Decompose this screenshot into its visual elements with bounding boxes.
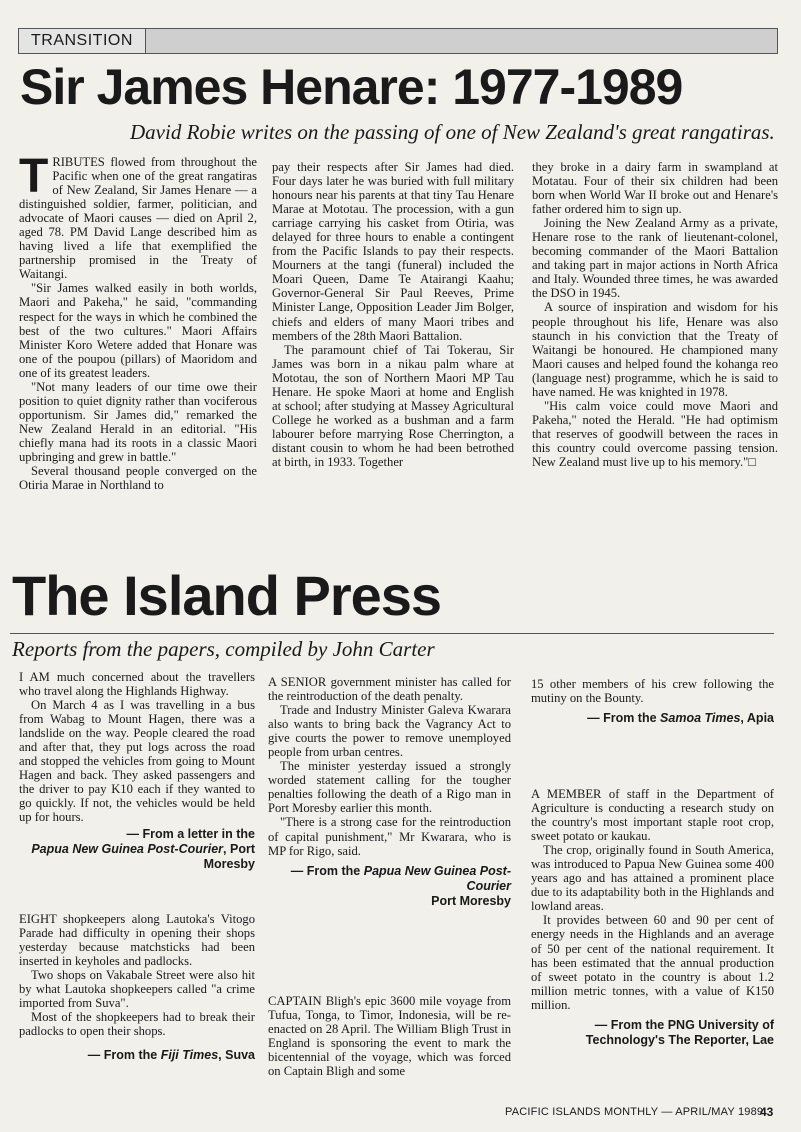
article-paragraph: they broke in a dairy farm in swampland at Motatau. Four of their six children had been born when World War II broke out and Henare's father ordered him to sign up. [532,160,778,217]
press-item-bounty [531,677,774,726]
article-paragraph: "Sir James walked easily in both worlds, Maori and Pakeha," he said, "commanding respect for the ways in which he combined the best of the two cultures." Maori Affairs Minister Koro Wetere added that Honare was one of the poupou (pillars) of Maoridom and one of its greatest leaders. [19,281,257,380]
press-paragraph: EIGHT shopkeepers along Lautoka's Vitogo Parade had difficulty in opening their shops yesterday because matchsticks had been inserted in keyholes and padlocks. [19,912,255,969]
section-standfirst: Reports from the papers, compiled by John Carter [12,637,435,661]
article-paragraph: "Not many leaders of our time owe their position to quiet dignity rather than vociferous opportunism. Sir James did," remarked the New Zealand Herald in an editorial. "His chiefly mana had its roots in a classic Maori upbringing and grew in battle." [19,379,257,464]
press-item-highlands [19,670,255,872]
press-paragraph: Most of the shopkeepers had to break their padlocks to open their shops. [19,1010,255,1039]
press-paragraph: CAPTAIN Bligh's epic 3600 mile voyage from Tufua, Tonga, to Timor, Indonesia, will be re-enacted on 28 April. The William Bligh Trust in England is sponsoring the event to mark the bicentennial of the voyage, which was forced on Captain Bligh and some [268,994,511,1079]
press-paragraph: The minister yesterday issued a strongly worded statement calling for the tougher penalties following the death of a Rigo man in Port Moresby earlier this month. [268,759,511,816]
press-paragraph: 15 other members of his crew following the mutiny on the Bounty. [531,677,774,706]
press-paragraph: Trade and Industry Minister Galeva Kwarara also wants to bring back the Vagrancy Act to give courts the power to remove unemployed people from urban centres. [268,703,511,760]
press-item-death-penalty [268,675,511,909]
press-credit: — From the Samoa Times, Apia [587,711,774,726]
press-credit: — From the Fiji Times, Suva [87,1048,255,1063]
press-credit: — From the PNG University of Technology's The Reporter, Lae [585,1017,774,1047]
press-paragraph: Two shops on Vakabale Street were also hit by what Lautoka shopkeepers called "a crime imported from Suva". [19,968,255,1011]
page-number: 43 [760,1105,774,1119]
press-credit: — From a letter in the Papua New Guinea Post-Courier, Port Moresby [31,826,255,871]
section-divider [10,633,774,634]
article-paragraph: Several thousand people converged on the Otiria Marae in Northland to [19,464,257,493]
press-paragraph: I AM much concerned about the travellers who travel along the Highlands Highway. [19,670,255,699]
footer-publication: PACIFIC ISLANDS MONTHLY — APRIL/MAY 1989 [505,1106,764,1118]
press-paragraph: It provides between 60 and 90 per cent of energy needs in the Highlands and an average of 50 per cent of the national requirement. It has been estimated that the annual production of sweet potato in the country is about 1.2 million metric tonnes, with a value of K150 million. [531,913,774,1012]
section-banner [18,28,778,54]
press-paragraph: On March 4 as I was travelling in a bus from Wabag to Mount Hagen, there was a landslide on the way. People cleared the road and after that, they put logs across the road and stopped the vehicles from going to Mount Hagen and back. They asked passengers and the driver to pay K10 each if they wanted to go quickly. If not, the vehicles would be held up for hours. [19,698,255,825]
press-item-lautoka [19,912,255,1063]
press-credit: — From the Papua New Guinea Post-Courier Port Moresby [290,863,511,908]
article-paragraph: TRIBUTES flowed from throughout the Pacific when one of the great rangatiras of New Zealand, Sir James Henare — a distinguished soldier, farmer, politician, and advocate of Maori causes — died on April 2, aged 78. PM David Lange described him as having lived a life that exemplified the partnership promised in the Treaty of Waitangi. [19,150,257,282]
drop-cap: T [19,150,49,203]
press-paragraph: A SENIOR government minister has called for the reintroduction of the death penalty. [268,675,511,704]
article-standfirst: David Robie writes on the passing of one of New Zealand's great rangatiras. [130,120,775,144]
article-headline: Sir James Henare: 1977-1989 [20,59,683,115]
article-paragraph: "His calm voice could move Maori and Pakeha," noted the Herald. "He had optimism that reserves of goodwill between the races in this country could overcome passing tension. New Zealand must live up to his memory."□ [532,398,778,469]
press-paragraph: "There is a strong case for the reintroduction of capital punishment," Mr Kwarara, who is MP for Rigo, said. [268,815,511,858]
article-column-3 [532,160,778,469]
press-paragraph: The crop, originally found in South America, was introduced to Papua New Guinea some 400 years ago and has attained a prominent place due to its adaptability both in the Highlands and lowland areas. [531,843,774,914]
article-paragraph: The paramount chief of Tai Tokerau, Sir James was born in a nikau palm whare at Mototau, the son of Northern Maori MP Tau Henare. He spoke Maori at home and English at school; after studying at Massey Agricultural College he worked as a bushman and a farm labourer before marrying Rose Cherrington, a distant cousin to whom he had been betrothed at birth, in 1933. Together [272,342,514,469]
section-label: TRANSITION [19,29,146,53]
section-headline: The Island Press [12,564,442,627]
article-paragraph: pay their respects after Sir James had died. Four days later he was buried with full military honours near his parents at that tiny Tau Henare Marae at Mototau. The procession, with a gun carriage carrying his casket from Otiria, was delayed for three hours to enable a contingent from the Pacific Islands to pay their respects. Mourners at the tangi (funeral) included the Moari Queen, Dame Te Atairangi Kaahu; Governor-General Sir Paul Reeves, Prime Minister Lange, Opposition Leader Jim Bolger, chiefs and elders of many Maori tribes and members of the 28th Maori Battalion. [272,160,514,343]
press-item-bligh [268,994,511,1078]
article-column-2 [272,160,514,469]
article-paragraph: A source of inspiration and wisdom for his people throughout his life, Henare was also staunch in his conviction that the Treaty of Waitangi be honoured. He championed many Maori causes and helped found the kohanga reo (language nest) programme, which he is said to have named. He was knighted in 1978. [532,300,778,399]
press-paragraph: A MEMBER of staff in the Department of Agriculture is conducting a research study on the country's most important staple root crop, sweet potato or kaukau. [531,787,774,844]
press-item-sweet-potato [531,787,774,1048]
article-paragraph: Joining the New Zealand Army as a private, Henare rose to the rank of lieutenant-colonel, becoming commander of the Maori Battalion and taking part in major actions in North Africa and Italy. Wounded three times, he was awarded the DSO in 1945. [532,216,778,301]
article-column-1 [19,150,257,493]
